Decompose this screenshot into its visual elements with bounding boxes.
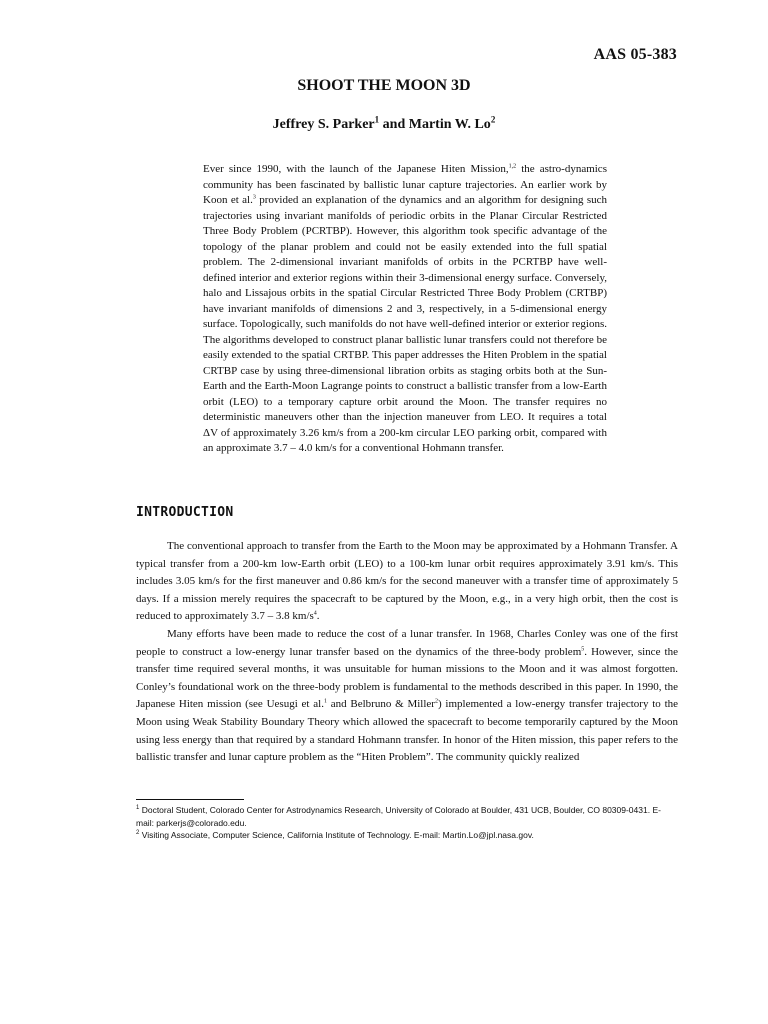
author-1-footnote-mark: 1 [374, 114, 380, 125]
footnote-text: Doctoral Student, Colorado Center for Astrodynamics Research, University of Colorado at Boulder, 431 UCB, Boulder, CO 80309-0431. E-mail: parkerjs@colorado.edu. [136, 805, 661, 828]
introduction-paragraph-1 [136, 538, 678, 626]
author-line [0, 114, 768, 133]
section-heading-introduction: INTRODUCTION [136, 505, 234, 520]
footnote-mark: 1 [136, 805, 140, 812]
abstract-paragraph [203, 162, 607, 457]
footnote-1 [136, 804, 678, 829]
author-1-name: Jeffrey S. Parker [272, 117, 375, 132]
footnote-2 [136, 829, 678, 842]
abstract [203, 162, 607, 457]
footnote-mark: 2 [136, 830, 140, 837]
footnotes [136, 804, 678, 842]
paragraph-text: The conventional approach to transfer from the Earth to the Moon may be approximated by a Hohmann Transfer. A typical transfer from a 200-km low-Earth orbit (LEO) to a 100-km lunar orbit requires approximately 3.91 km/s. This includes 3.05 km/s for the first maneuver and 0.86 km/s for the second maneuver with a transfer time of approximately 5 days. If a mission merely requires the spacecraft to be captured by the Moon, e.g., in a very high orbit, then the cost is reduced to approximately 3.7 – 3.8 km/s [136, 540, 678, 623]
paragraph-text: . However, since the transfer time required several months, it was unsuitable for human missions to the Moon and it was almost forgotten. Conley’s foundational work on the three-body problem is fundamental to the methods described in this paper. In 1990, the Japanese Hiten mission (see Uesugi et al. [136, 645, 678, 711]
abstract-text-2: the astro-dynamics community has been fascinated by ballistic lunar capture trajectories. An earlier work by Koon et al. [203, 163, 607, 206]
author-2-name: Martin W. Lo [408, 117, 491, 132]
paragraph-text-end: . [316, 610, 320, 623]
citation-ref: 1,2 [508, 163, 517, 170]
paragraph-text: and Belbruno & Miller [326, 698, 435, 711]
introduction-body [136, 538, 678, 767]
abstract-text-1: Ever since 1990, with the launch of the Japanese Hiten Mission, [203, 163, 509, 175]
paper-title: SHOOT THE MOON 3D [297, 77, 471, 94]
footnote-divider [136, 799, 244, 800]
paragraph-text: ) implemented a low-energy transfer trajectory to the Moon using Weak Stability Boundary Theory which allowed the spacecraft to become temporarily captured by the Moon using less energy than that required by a standard Hohmann transfer. In honor of the Hiten mission, this paper refers to the ballistic transfer and lunar capture problem as the “Hiten Problem”. The community quickly realized [136, 698, 679, 764]
citation-ref: 3 [252, 194, 256, 201]
author-2-footnote-mark: 2 [490, 114, 496, 125]
citation-ref: 4 [313, 610, 317, 617]
footnote-text: Visiting Associate, Computer Science, California Institute of Technology. E-mail: Martin.Lo@jpl.nasa.gov. [139, 830, 534, 840]
citation-ref: 2 [434, 698, 438, 705]
author-conjunction: and [379, 117, 409, 132]
citation-ref: 5 [581, 645, 585, 652]
citation-ref: 1 [323, 698, 327, 705]
paper-id: AAS 05-383 [593, 46, 677, 63]
paragraph-text: Many efforts have been made to reduce the cost of a lunar transfer. In 1968, Charles Conley was one of the first people to construct a low-energy lunar transfer based on the dynamics of the three-body problem [136, 627, 678, 658]
abstract-text-3: provided an explanation of the dynamics and an algorithm for designing such trajectories using invariant manifolds of periodic orbits in the Planar Circular Restricted Three Body Problem (PCRTBP). However, this algorithm took specific advantage of the topology of the planar problem and could not be easily extended into the full spatial problem. The 2-dimensional invariant manifolds of orbits in the PCRTBP have well-defined interior and exterior regions within their 3-dimensional energy surface. Conversely, halo and Lissajous orbits in the spatial Circular Restricted Three Body Problem (CRTBP) have invariant manifolds of dimensions 2 and 3, respectively, in a 5-dimensional energy surface. Topologically, such manifolds do not have well-defined interior or exterior regions. The algorithms developed to construct planar ballistic lunar transfers could not therefore be easily extended to the spatial CRTBP. This paper addresses the Hiten Problem in the spatial CRTBP case by using three-dimensional libration orbits as staging orbits both at the Sun-Earth and the Earth-Moon Lagrange points to construct a ballistic transfer from a low-Earth orbit (LEO) to a temporary capture orbit around the Moon. The transfer requires no deterministic maneuvers other than the injection maneuver from LEO. It requires a total ΔV of approximately 3.26 km/s from a 200-km circular LEO parking orbit, compared with an approximate 3.7 – 4.0 km/s for a conventional Hohmann transfer. [203, 194, 608, 454]
introduction-paragraph-2 [136, 626, 678, 767]
